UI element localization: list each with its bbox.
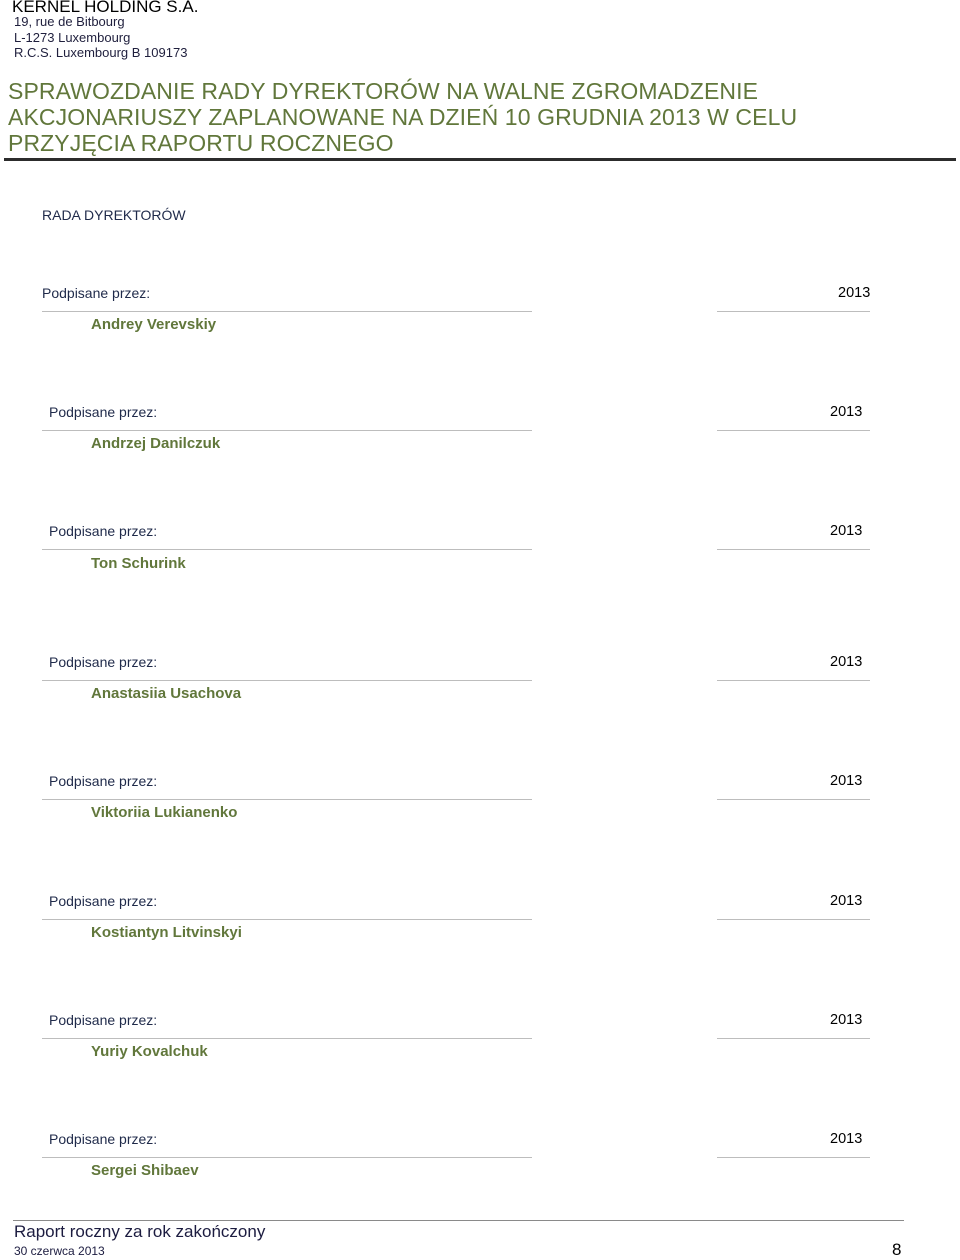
signature-line — [42, 311, 532, 312]
signatory-name: Andrzej Danilczuk — [91, 435, 221, 452]
signature-line — [42, 430, 532, 431]
signed-by-label: Podpisane przez: — [49, 404, 158, 420]
signature-year: 2013 — [830, 404, 863, 420]
title-line-2: AKCJONARIUSZY ZAPLANOWANE NA DZIEŃ 10 GRUDNIA 2013 W CELU — [8, 104, 798, 130]
signed-by-label: Podpisane przez: — [49, 523, 158, 539]
date-line — [717, 549, 870, 550]
signature-year: 2013 — [830, 523, 863, 539]
signatory-name: Kostiantyn Litvinskyi — [91, 924, 242, 941]
title-line-3: PRZYJĘCIA RAPORTU ROCZNEGO — [8, 130, 394, 156]
date-line — [717, 799, 870, 800]
signature-line — [42, 680, 532, 681]
address-city: L-1273 Luxembourg — [14, 30, 131, 45]
footer-date: 30 czerwca 2013 — [14, 1244, 105, 1258]
date-line — [717, 311, 870, 312]
company-name: KERNEL HOLDING S.A. — [12, 0, 199, 16]
signature-year: 2013 — [830, 1131, 863, 1147]
footer-title: Raport roczny za rok zakończony — [14, 1222, 266, 1241]
date-line — [717, 1038, 870, 1039]
signatory-name: Yuriy Kovalchuk — [91, 1043, 208, 1060]
signed-by-label: Podpisane przez: — [49, 1012, 158, 1028]
date-line — [717, 680, 870, 681]
signature-year: 2013 — [830, 773, 863, 789]
signature-line — [42, 1157, 532, 1158]
signature-year: 2013 — [838, 285, 871, 301]
signatory-name: Ton Schurink — [91, 555, 186, 572]
date-line — [717, 430, 870, 431]
footer-divider — [13, 1220, 904, 1221]
signatory-name: Andrey Verevskiy — [91, 316, 217, 333]
address-street: 19, rue de Bitbourg — [14, 14, 125, 29]
signatory-name: Viktoriia Lukianenko — [91, 804, 238, 821]
date-line — [717, 1157, 870, 1158]
signature-year: 2013 — [830, 893, 863, 909]
signatory-name: Anastasiia Usachova — [91, 685, 242, 702]
signature-line — [42, 1038, 532, 1039]
signature-year: 2013 — [830, 654, 863, 670]
signed-by-label: Podpisane przez: — [49, 773, 158, 789]
signatory-name: Sergei Shibaev — [91, 1162, 199, 1179]
signature-line — [42, 799, 532, 800]
signed-by-label: Podpisane przez: — [42, 285, 151, 301]
signed-by-label: Podpisane przez: — [49, 1131, 158, 1147]
signature-line — [42, 919, 532, 920]
board-heading: RADA DYREKTORÓW — [42, 207, 186, 223]
signature-line — [42, 549, 532, 550]
signed-by-label: Podpisane przez: — [49, 893, 158, 909]
signed-by-label: Podpisane przez: — [49, 654, 158, 670]
title-line-1: SPRAWOZDANIE RADY DYREKTORÓW NA WALNE ZGROMADZENIE — [8, 78, 759, 104]
title-divider — [4, 158, 956, 161]
signature-year: 2013 — [830, 1012, 863, 1028]
address-registry: R.C.S. Luxembourg B 109173 — [14, 45, 188, 60]
date-line — [717, 919, 870, 920]
page-number: 8 — [892, 1240, 902, 1259]
